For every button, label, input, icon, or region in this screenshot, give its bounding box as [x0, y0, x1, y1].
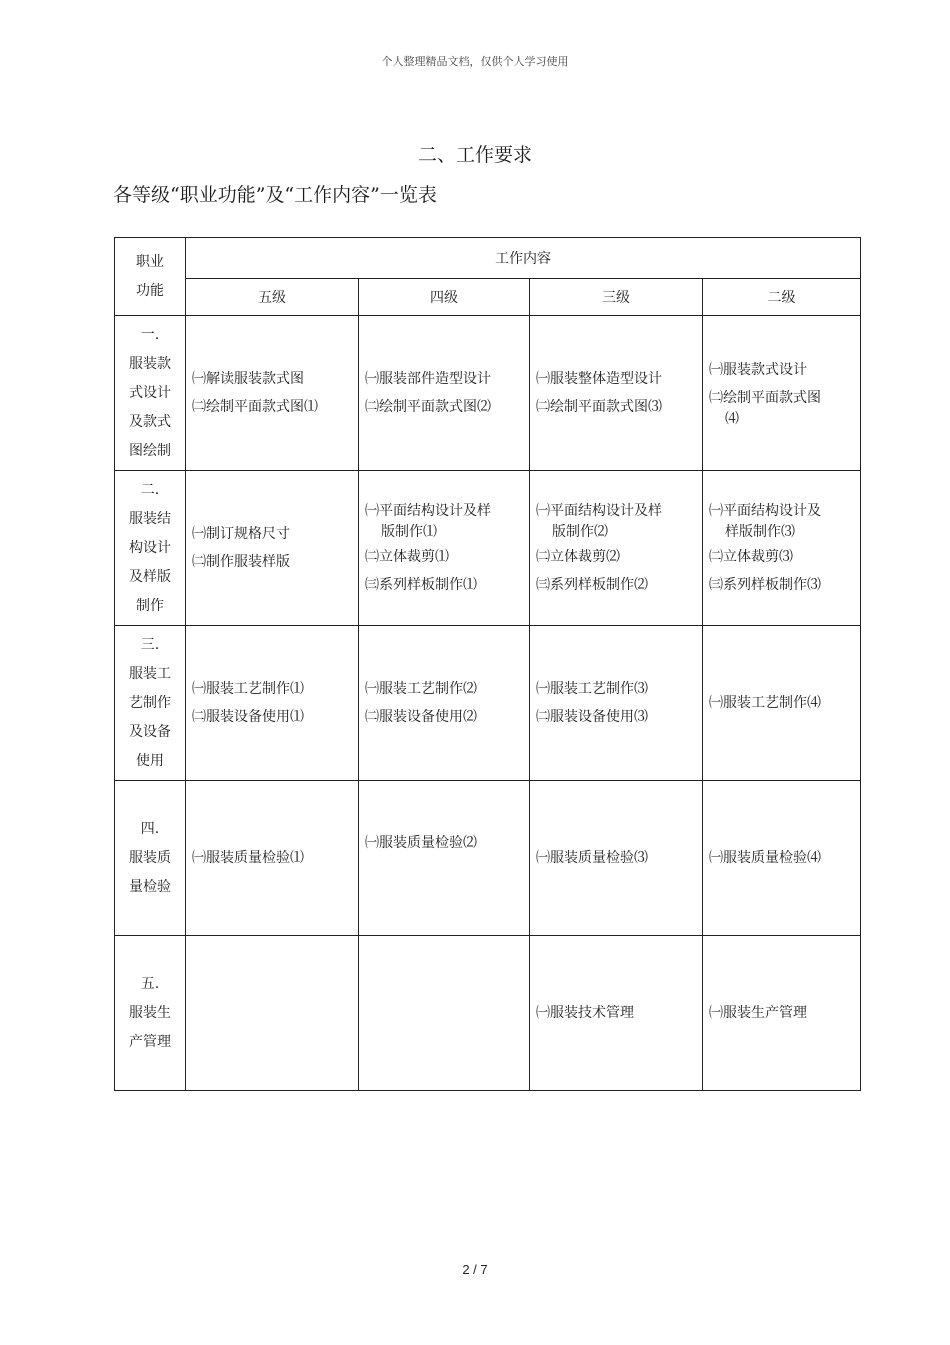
content-item: ㈠平面结构设计及样: [365, 503, 491, 519]
content-item: ㈠制订规格尺寸: [192, 526, 290, 542]
func-line: 二.: [140, 481, 160, 498]
func-line: 及设备: [129, 723, 171, 740]
func-cell: [115, 936, 186, 1091]
content-cell: [359, 471, 530, 626]
content-item: ㈡制作服装样版: [192, 554, 290, 570]
page-header: 个人整理精品文档，仅供个人学习使用: [381, 55, 569, 68]
content-cell: [703, 936, 861, 1091]
content-cell: [530, 471, 703, 626]
content-item: ㈠服装质量检验⑴: [192, 850, 304, 866]
content-item: ㈠服装工艺制作⑴: [192, 681, 304, 697]
level-header-4: 四级: [359, 279, 530, 316]
content-cell: [703, 781, 861, 936]
func-cell: [115, 781, 186, 936]
content-item: ㈠平面结构设计及样: [536, 503, 662, 519]
func-cell: [115, 471, 186, 626]
content-item: ㈡绘制平面款式图⑶: [536, 399, 662, 415]
func-line: 图绘制: [129, 442, 171, 459]
func-line: 服装款: [129, 355, 171, 372]
level-header-3: 三级: [530, 279, 703, 316]
content-cell: [186, 626, 359, 781]
func-line: 服装结: [129, 510, 171, 527]
content-cell: [359, 781, 530, 936]
content-item: ㈠平面结构设计及: [709, 503, 821, 519]
func-line: 产管理: [129, 1033, 171, 1050]
content-item: ㈡立体裁剪⑴: [365, 549, 449, 565]
content-item: ㈠服装整体造型设计: [536, 371, 662, 387]
content-item: ㈠服装部件造型设计: [365, 371, 491, 387]
content-item: ㈠服装工艺制作⑵: [365, 681, 477, 697]
content-item: ㈡服装设备使用⑴: [192, 709, 304, 725]
work-requirements-table: [114, 237, 861, 1091]
content-cell: [530, 936, 703, 1091]
func-line: 量检验: [129, 878, 171, 895]
content-cell: [530, 626, 703, 781]
func-line: 及款式: [129, 413, 171, 430]
content-item-continuation: 版制作⑵: [552, 524, 608, 540]
func-cell: [115, 316, 186, 471]
content-item: ㈠服装质量检验⑵: [365, 835, 477, 851]
func-line: 及样版: [129, 568, 171, 585]
func-line: 服装工: [129, 665, 171, 682]
content-item: ㈠服装工艺制作⑷: [709, 695, 821, 711]
content-cell: [186, 781, 359, 936]
table-row: [115, 316, 861, 471]
func-line: 四.: [140, 820, 160, 837]
page-number: 2 / 7: [462, 1262, 488, 1277]
content-item: ㈠服装技术管理: [536, 1005, 634, 1021]
func-line: 三.: [140, 636, 160, 653]
table-caption: 各等级“职业功能”及“工作内容”一览表: [113, 184, 437, 206]
content-cell-empty: [186, 936, 359, 1091]
func-line: 服装生: [129, 1004, 171, 1021]
content-cell: [703, 316, 861, 471]
func-line: 制作: [136, 597, 164, 614]
content-item: ㈢系列样板制作⑴: [365, 577, 477, 593]
content-item: ㈠解读服装款式图: [192, 371, 304, 387]
content-item: ㈡立体裁剪⑵: [536, 549, 620, 565]
content-item-continuation: 版制作⑴: [381, 524, 437, 540]
content-item: ㈢系列样板制作⑶: [709, 577, 821, 593]
content-item: ㈠服装款式设计: [709, 362, 807, 378]
table-row: [115, 936, 861, 1091]
content-cell: [186, 316, 359, 471]
func-line: 艺制作: [129, 694, 171, 711]
content-item: ㈡服装设备使用⑵: [365, 709, 477, 725]
section-title: 二、工作要求: [417, 144, 532, 166]
func-line: 式设计: [129, 384, 171, 401]
table-row: [115, 471, 861, 626]
func-cell: [115, 626, 186, 781]
content-item: ㈡绘制平面款式图⑴: [192, 399, 318, 415]
content-item: ㈡服装设备使用⑶: [536, 709, 648, 725]
func-line: 构设计: [129, 539, 171, 556]
content-item: ㈢系列样板制作⑵: [536, 577, 648, 593]
content-item: ㈠服装生产管理: [709, 1005, 807, 1021]
content-item: ㈠服装质量检验⑶: [536, 850, 648, 866]
func-line: 五.: [140, 975, 160, 992]
func-header-line: 职业: [136, 253, 164, 270]
content-item: ㈠服装质量检验⑷: [709, 850, 821, 866]
content-cell-empty: [359, 936, 530, 1091]
content-item: ㈠服装工艺制作⑶: [536, 681, 648, 697]
level-header-2: 二级: [703, 279, 861, 316]
func-line: 使用: [136, 752, 164, 769]
func-line: 服装质: [129, 849, 171, 866]
content-item-continuation: ⑷: [725, 411, 739, 427]
content-item: ㈡立体裁剪⑶: [709, 549, 793, 565]
func-header-line: 功能: [136, 282, 164, 299]
content-cell: [703, 471, 861, 626]
content-cell: [703, 626, 861, 781]
content-cell: [359, 626, 530, 781]
content-cell: [530, 781, 703, 936]
content-item: ㈡绘制平面款式图⑵: [365, 399, 491, 415]
content-item: ㈡绘制平面款式图: [709, 390, 821, 406]
content-cell: [359, 316, 530, 471]
content-header: 工作内容: [186, 238, 861, 279]
level-header-5: 五级: [186, 279, 359, 316]
content-item-continuation: 样版制作⑶: [725, 524, 795, 540]
content-cell: [186, 471, 359, 626]
func-line: 一.: [140, 326, 160, 343]
table-row: [115, 781, 861, 936]
table-row: [115, 626, 861, 781]
func-header-cell: [115, 238, 186, 316]
content-cell: [530, 316, 703, 471]
